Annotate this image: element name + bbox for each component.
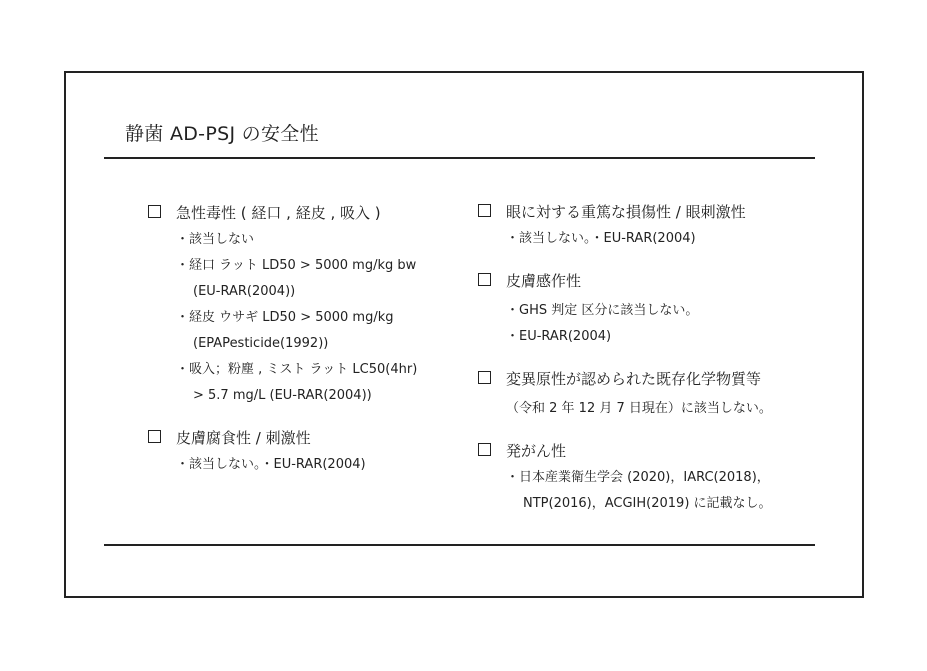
section-line: （令和 2 年 12 月 7 日現在）に該当しない。 <box>506 401 772 416</box>
section-heading: 発がん性 <box>506 442 567 460</box>
section-line: ・経皮 ウサギ LD50 > 5000 mg/kg <box>176 310 394 325</box>
checkbox-icon <box>148 430 161 443</box>
section-line: ・経口 ラット LD50 > 5000 mg/kg bw <box>176 258 417 273</box>
checkbox-icon <box>478 443 491 456</box>
section-line: NTP(2016)，ACGIH(2019) に記載なし。 <box>523 496 772 511</box>
section-eye-damage <box>478 201 818 252</box>
section-line: ・該当しない。・EU-RAR(2004) <box>506 231 696 246</box>
section-heading: 皮膚腐食性 / 刺激性 <box>176 429 311 447</box>
section-line: (EU-RAR(2004)) <box>193 284 296 299</box>
section-line: ・GHS 判定 区分に該当しない。 <box>506 303 699 318</box>
top-divider <box>104 157 815 159</box>
right-column <box>478 201 818 535</box>
section-heading: 皮膚感作性 <box>506 272 582 290</box>
section-line: ・該当しない <box>176 232 255 247</box>
section-line: > 5.7 mg/L (EU-RAR(2004)) <box>193 388 372 403</box>
section-carcinogenicity <box>478 440 818 517</box>
checkbox-icon <box>478 204 491 217</box>
page-title: 静菌 AD-PSJ の安全性 <box>125 123 319 145</box>
checkbox-icon <box>478 371 491 384</box>
bottom-divider <box>104 544 815 546</box>
section-line: (EPAPesticide(1992)) <box>193 336 329 351</box>
section-skin-sensitization <box>478 270 818 350</box>
section-skin-corrosion <box>148 427 458 478</box>
section-heading: 急性毒性 ( 経口 , 経皮 , 吸入 ) <box>176 204 381 222</box>
section-line: ・EU-RAR(2004) <box>506 329 612 344</box>
section-heading: 眼に対する重篤な損傷性 / 眼刺激性 <box>506 203 746 221</box>
checkbox-icon <box>478 273 491 286</box>
section-mutagenicity <box>478 368 818 422</box>
section-line: ・日本産業衛生学会 (2020)，IARC(2018)， <box>506 470 770 485</box>
section-heading: 変異原性が認められた既存化学物質等 <box>506 370 762 388</box>
section-line: ・吸入；粉塵 , ミスト ラット LC50(4hr) <box>176 362 418 377</box>
left-column <box>148 202 458 496</box>
section-acute-toxicity <box>148 202 458 409</box>
section-line: ・該当しない。・EU-RAR(2004) <box>176 457 366 472</box>
checkbox-icon <box>148 205 161 218</box>
